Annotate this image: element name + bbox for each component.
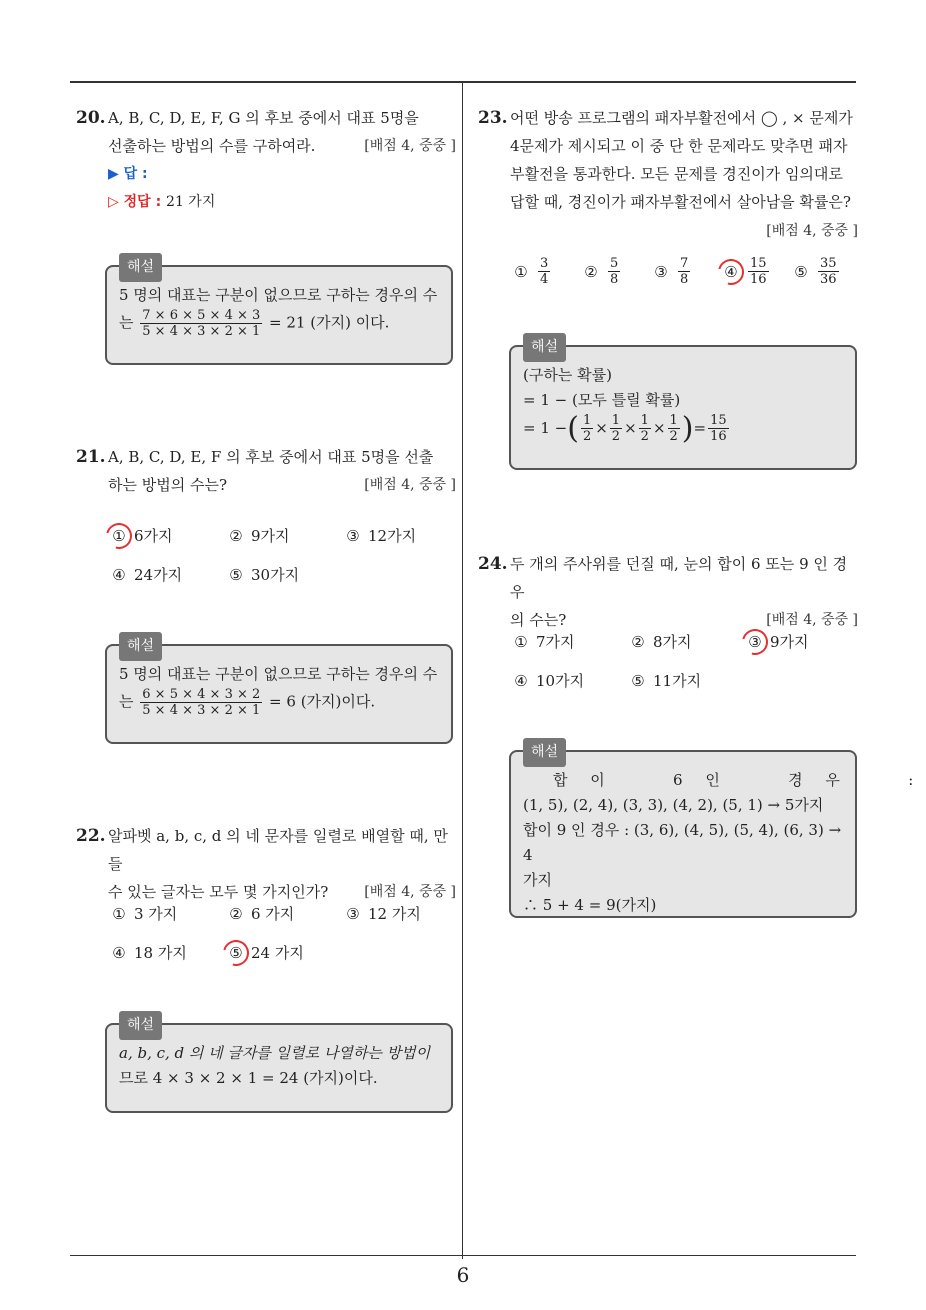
option-mark: ⑤ (229, 565, 243, 584)
question-text-line2: 선출하는 방법의 수를 구하여라. (108, 137, 316, 155)
option-label: 8가지 (653, 633, 692, 651)
selected-circle-icon (713, 254, 749, 290)
page-number: 6 (456, 1263, 470, 1287)
question-text-line1: A, B, C, D, E, F, G 의 후보 중에서 대표 5명을 (108, 109, 419, 127)
solution-line2: 므로 4 × 3 × 2 × 1 = 24 (가지)이다. (119, 1069, 378, 1087)
question-text-line2: 의 수는? (510, 611, 567, 629)
option-1[interactable] (110, 903, 177, 924)
question-20 (76, 104, 456, 216)
solution-box-23 (509, 339, 857, 470)
solution-fraction (140, 687, 262, 718)
question-text-line2: 4문제가 제시되고 이 중 단 한 문제라도 맞추면 패자 (510, 137, 848, 155)
option-5[interactable] (227, 942, 304, 963)
solution-line2: (1, 5), (2, 4), (3, 3), (4, 2), (5, 1) → 5가지 (523, 796, 824, 814)
solution-box-24 (509, 744, 914, 918)
option-fraction: $\frac{3}{4}$ (540, 256, 549, 287)
question-24 (478, 550, 858, 634)
option-label: 3 가지 (134, 905, 178, 923)
top-rule (70, 81, 856, 83)
option-label: 24가지 (134, 566, 183, 584)
option-1[interactable] (512, 256, 552, 287)
option-5[interactable] (792, 256, 841, 287)
question-text-line1: 어떤 방송 프로그램의 패자부활전에서 ◯ , × 문제가 (510, 109, 853, 127)
question-number: 22. (76, 826, 106, 846)
score-meta: [배점 4, 중중 ] (766, 612, 858, 628)
fraction-numerator: 6 × 5 × 4 × 3 × 2 (142, 687, 261, 702)
option-mark: ② (229, 904, 243, 923)
option-4[interactable] (110, 564, 182, 585)
solution-line1: a, b, c, d 의 네 글자를 일렬로 나열하는 방법이 (119, 1044, 431, 1062)
option-fraction: $\frac{15}{16}$ (750, 256, 767, 287)
option-mark: ① (112, 904, 126, 923)
solution-line1: (구하는 확률) (523, 366, 612, 384)
score-meta: [배점 4, 중중 ] (364, 138, 456, 154)
option-label: 24 가지 (251, 944, 304, 962)
option-3[interactable] (746, 631, 809, 652)
option-mark: ⑤ (794, 262, 808, 281)
solution-line3: 합이 9 인 경우 : (3, 6), (4, 5), (5, 4), (6, 3) → 4 (523, 821, 842, 864)
option-mark: ④ (112, 943, 126, 962)
option-mark: ① (514, 262, 528, 281)
selected-circle-icon (101, 518, 137, 554)
question-text-line1: 두 개의 주사위를 던질 때, 눈의 합이 6 또는 9 인 경우 (510, 555, 848, 601)
solution-line4: 가지 (523, 871, 552, 889)
option-5[interactable] (629, 670, 701, 691)
option-mark: ④ (112, 565, 126, 584)
solution-box-20 (105, 259, 453, 365)
option-mark: ② (631, 632, 645, 651)
solution-tag: 해설 (523, 333, 566, 362)
option-label: 7가지 (536, 633, 575, 651)
fraction-denominator: 5 × 4 × 3 × 2 × 1 (142, 703, 261, 718)
solution-fraction (140, 308, 262, 339)
question-number: 20. (76, 108, 106, 128)
selected-circle-icon (218, 935, 254, 971)
solution-prefix: 는 (119, 692, 134, 711)
solution-line3: = 1 − ( $\frac{1}{2}$ × $\frac{1}{2}$ × $\frac{1}{2}$ × $\frac{1}{2}$ ) = $\frac{15}{16}$ (523, 411, 727, 446)
option-1[interactable] (512, 631, 575, 652)
question-text-line1: A, B, C, D, E, F 의 후보 중에서 대표 5명을 선출 (108, 448, 434, 466)
option-label: 12가지 (368, 527, 417, 545)
solution-line1: 합 이 6 인 경 우 : (553, 771, 914, 789)
option-label: 12 가지 (368, 905, 421, 923)
option-mark: ④ (722, 263, 740, 281)
solution-box-21 (105, 638, 453, 744)
option-3[interactable] (344, 903, 421, 924)
solution-line1: 5 명의 대표는 구분이 없으므로 구하는 경우의 수 (119, 665, 438, 683)
option-3[interactable] (344, 525, 416, 546)
option-2[interactable] (629, 631, 692, 652)
fraction-denominator: 5 × 4 × 3 × 2 × 1 (142, 324, 261, 339)
solution-line1: 5 명의 대표는 구분이 없으므로 구하는 경우의 수 (119, 286, 438, 304)
option-label: 11가지 (653, 672, 702, 690)
option-3[interactable] (652, 256, 692, 287)
correct-label: ▷ 정답 : (108, 194, 162, 210)
question-text-line2: 하는 방법의 수는? (108, 476, 228, 494)
option-label: 10가지 (536, 672, 585, 690)
solution-suffix: = 6 (가지)이다. (269, 692, 376, 711)
solution-line2: = 1 − (모두 틀릴 확률) (523, 391, 681, 409)
fraction-numerator: 7 × 6 × 5 × 4 × 3 (142, 308, 261, 323)
score-meta: [배점 4, 중중 ] (364, 477, 456, 493)
question-22 (76, 822, 456, 906)
solution-tag: 해설 (119, 632, 162, 661)
question-23 (478, 104, 858, 245)
question-number: 24. (478, 554, 508, 574)
option-label: 9가지 (770, 633, 809, 651)
option-fraction: $\frac{35}{36}$ (820, 256, 837, 287)
option-mark: ① (514, 632, 528, 651)
question-text-line4: 답할 때, 경진이가 패자부활전에서 살아남을 확률은? (510, 193, 851, 211)
solution-tag: 해설 (119, 1011, 162, 1040)
option-label: 30가지 (251, 566, 300, 584)
solution-tag: 해설 (119, 253, 162, 282)
question-number: 23. (478, 108, 508, 128)
question-text-line2: 수 있는 글자는 모두 몇 가지인가? (108, 883, 329, 901)
column-divider (462, 82, 463, 1259)
solution-box-22 (105, 1017, 453, 1113)
option-1[interactable] (110, 525, 173, 546)
question-text-line1: 알파벳 a, b, c, d 의 네 문자를 일렬로 배열할 때, 만들 (108, 827, 448, 873)
option-mark: ④ (514, 671, 528, 690)
question-text-line3: 부활전을 통과한다. 모든 문제를 경진이가 임의대로 (510, 165, 843, 183)
option-4[interactable] (512, 670, 584, 691)
option-mark: ③ (346, 526, 360, 545)
question-21 (76, 443, 456, 499)
score-meta: [배점 4, 중중 ] (364, 884, 456, 900)
option-4[interactable] (722, 256, 771, 287)
option-mark: ① (110, 527, 128, 545)
question-number: 21. (76, 447, 106, 467)
answer-label: ▶ 답 : (108, 166, 148, 182)
option-2[interactable] (582, 256, 622, 287)
option-mark: ② (229, 526, 243, 545)
correct-value: 21 가지 (166, 194, 216, 210)
option-mark: ③ (346, 904, 360, 923)
option-4[interactable] (110, 942, 187, 963)
option-mark: ⑤ (631, 671, 645, 690)
option-label: 6가지 (134, 527, 173, 545)
option-fraction: $\frac{5}{8}$ (610, 256, 619, 287)
option-label: 9가지 (251, 527, 290, 545)
solution-tag: 해설 (523, 738, 566, 767)
option-fraction: $\frac{7}{8}$ (680, 256, 689, 287)
solution-suffix: = 21 (가지) 이다. (269, 313, 390, 332)
option-2[interactable] (227, 525, 290, 546)
option-mark: ③ (746, 633, 764, 651)
score-meta: [배점 4, 중중 ] (766, 223, 858, 239)
option-mark: ⑤ (227, 944, 245, 962)
option-2[interactable] (227, 903, 294, 924)
solution-line5: ∴ 5 + 4 = 9(가지) (523, 896, 657, 914)
solution-prefix: 는 (119, 313, 134, 332)
option-mark: ③ (654, 262, 668, 281)
bottom-rule (70, 1255, 856, 1256)
option-5[interactable] (227, 564, 299, 585)
option-label: 6 가지 (251, 905, 295, 923)
option-label: 18 가지 (134, 944, 187, 962)
option-mark: ② (584, 262, 598, 281)
